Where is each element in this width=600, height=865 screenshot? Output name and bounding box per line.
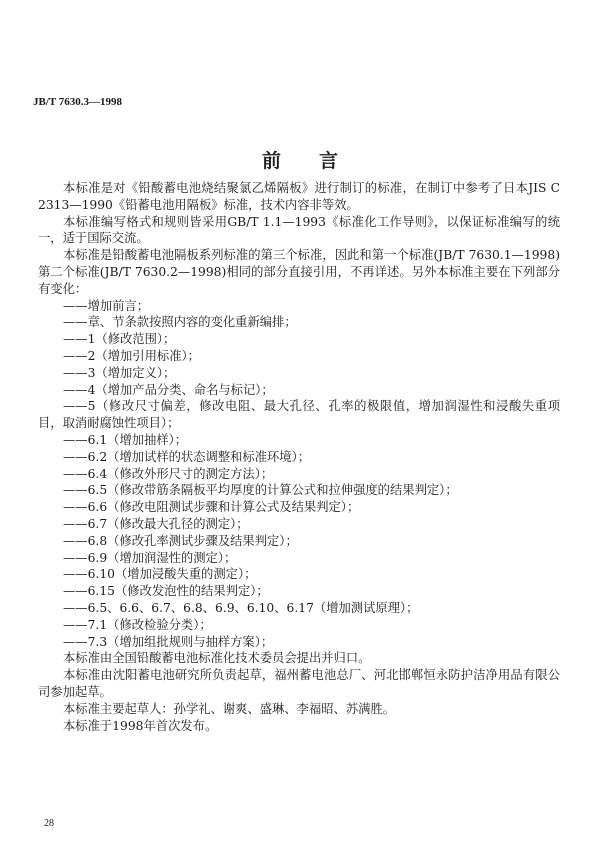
- list-item: ——1（修改范围）；: [63, 332, 176, 347]
- page-title: 前言: [261, 150, 376, 172]
- list-item: ——6.10（增加浸酸失重的测定）；: [63, 567, 257, 582]
- list-item: ——7.3（增加组批规则与抽样方案）；: [63, 634, 274, 649]
- change-list: [38, 298, 560, 651]
- foreword-body: [38, 180, 560, 734]
- list-item: ——6.2（增加试样的状态调整和标准环境）；: [63, 449, 311, 464]
- paragraph: 本标准于1998年首次发布。: [63, 718, 218, 733]
- list-item: ——6.15（修改发泡性的结果判定）；: [63, 584, 269, 599]
- paragraph: 本标准主要起草人：孙学礼、谢爽、盛琳、李福昭、苏满胜。: [63, 701, 396, 716]
- paragraph: 本标准由沈阳蓄电池研究所负责起草，福州蓄电池总厂、河北邯郸恒永防护洁净用品有限公司参加起草。: [38, 668, 560, 699]
- list-item: ——6.4（修改外形尺寸的测定方法）；: [63, 466, 274, 481]
- list-item: ——3（增加定义）；: [63, 365, 176, 380]
- list-item: ——6.1（增加抽样）；: [63, 432, 188, 447]
- paragraph: 本标准是铅酸蓄电池隔板系列标准的第三个标准，因此和第一个标准(JB/T 7630.1—1998)第二个标准(JB/T 7630.2—1998)相同的部分直接引用，不再详述。另外本标准主要在下列部分有变化：: [38, 248, 560, 296]
- list-item: ——4（增加产品分类、命名与标记）；: [63, 382, 274, 397]
- list-item: ——6.7（修改最大孔径的测定）；: [63, 516, 249, 531]
- paragraph: 本标准是对《铅酸蓄电池烧结聚氯乙烯隔板》进行制订的标准，在制订中参考了日本JIS C 2313—1990《铅蓄电池用隔板》标准，技术内容非等效。: [38, 181, 560, 212]
- list-item: ——6.5、6.6、6.7、6.8、6.9、6.10、6.17（增加测试原理）；: [63, 600, 419, 615]
- list-item: ——5（修改尺寸偏差，修改电阻、最大孔径、孔率的极限值，增加润湿性和浸酸失重项目，取消耐腐蚀性项目）；: [38, 399, 560, 431]
- list-item: ——增加前言；: [63, 298, 150, 313]
- paragraph: 本标准编写格式和规则皆采用GB/T 1.1—1993《标准化工作导则》，以保证标准编写的统一，适于国际交流。: [38, 214, 560, 246]
- list-item: ——7.1（修改检验分类）；: [63, 617, 212, 632]
- list-item: ——6.6（修改电阻测试步骤和计算公式及结果判定）；: [63, 500, 360, 515]
- paragraph: 本标准由全国铅酸蓄电池标准化技术委员会提出并归口。: [63, 651, 371, 666]
- list-item: ——2（增加引用标准）；: [63, 348, 200, 363]
- list-item: ——6.8（修改孔率测试步骤及结果判定）；: [63, 533, 298, 548]
- list-item: ——6.5（修改带筋条隔板平均厚度的计算公式和拉伸强度的结果判定）；: [63, 483, 458, 498]
- document-code-header: JB/T 7630.3—1998: [33, 96, 123, 108]
- list-item: ——6.9（增加润湿性的测定）；: [63, 550, 237, 565]
- list-item: ——章、节条款按照内容的变化重新编排；: [63, 315, 297, 330]
- page-number: 28: [44, 818, 54, 829]
